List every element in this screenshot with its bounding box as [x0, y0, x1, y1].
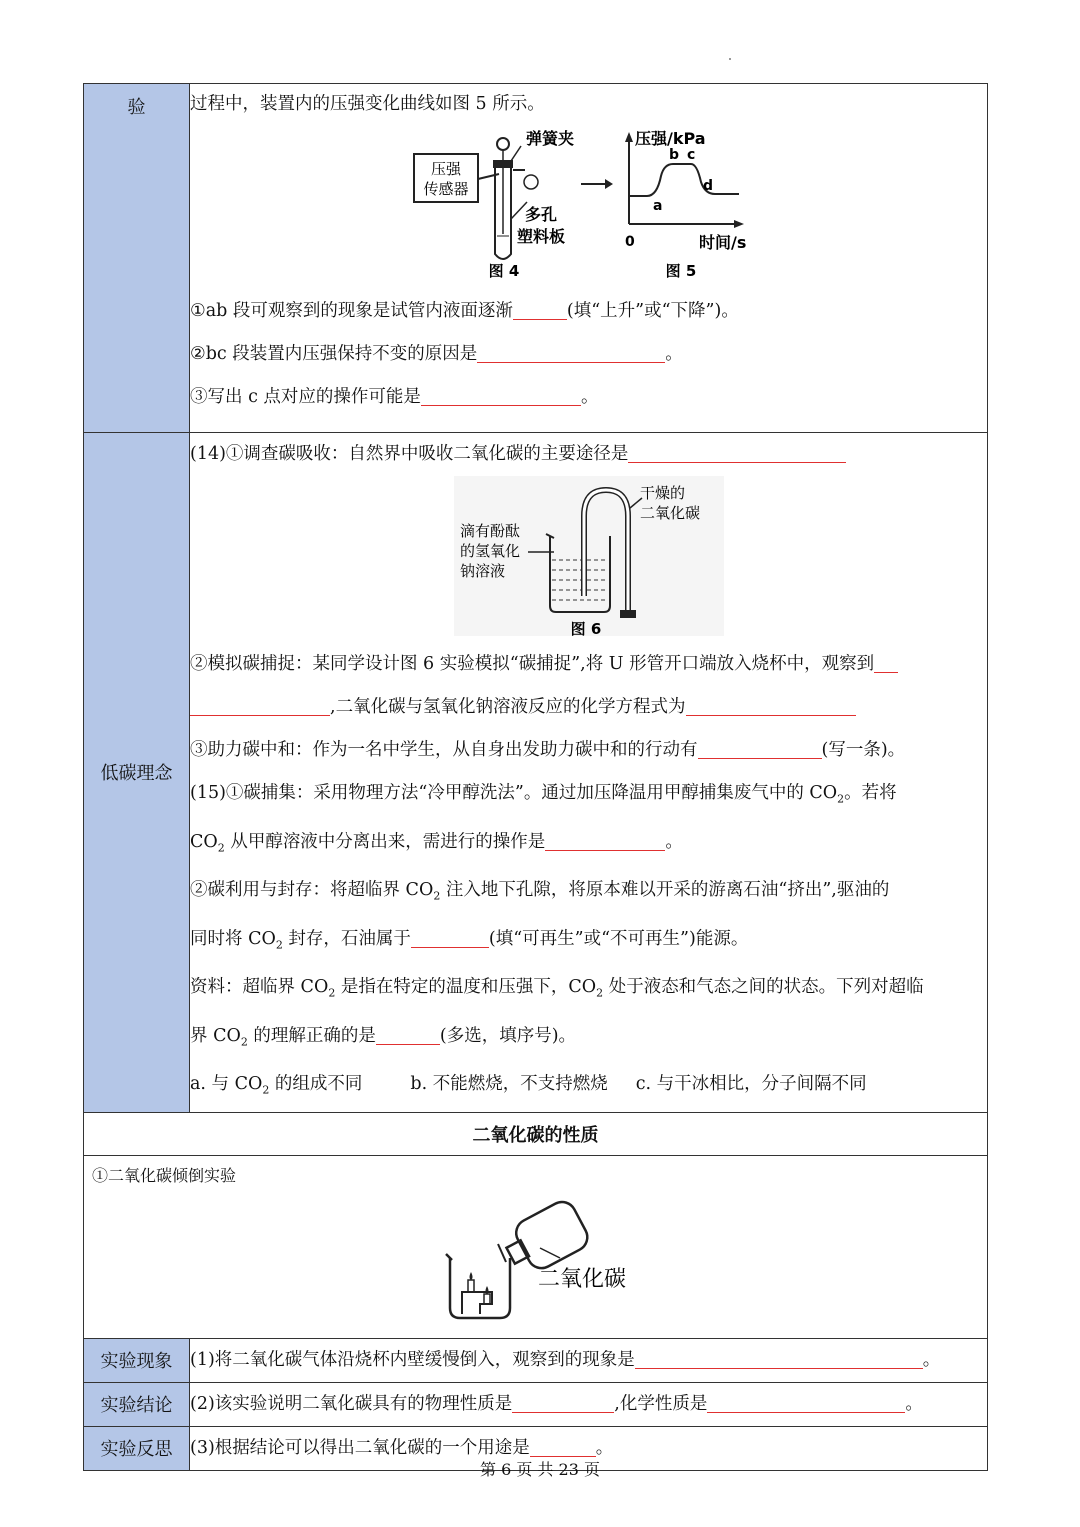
- answer-blank[interactable]: [376, 1020, 440, 1045]
- u-tube-cap: [620, 610, 636, 618]
- row-experiment: [84, 84, 988, 433]
- row-content-reflection: (3)根据结论可以得出二氧化碳的一个用途是 。: [190, 1426, 988, 1470]
- solution-label-2: 的氢氧化: [459, 542, 520, 560]
- answer-blank[interactable]: [545, 826, 665, 851]
- point-d: d: [702, 178, 713, 194]
- solution-label-3: 钠溶液: [459, 562, 505, 580]
- section-title: 二氧化碳的性质: [84, 1112, 988, 1155]
- x-axis-label: 时间/s: [698, 233, 746, 252]
- row-label-phenomenon: 实验现象: [84, 1338, 190, 1382]
- plate-label-2: 塑料板: [516, 227, 565, 246]
- row-label-reflection: 实验反思: [84, 1426, 190, 1470]
- option-a: a. 与 $CO_2$ 的组成不同: [190, 1074, 363, 1097]
- pour-stream: [498, 1244, 506, 1262]
- figure-4-5: [409, 124, 749, 290]
- option-b: b. 不能燃烧，不支持燃烧: [410, 1074, 608, 1094]
- figure-6: [454, 476, 724, 636]
- row-conclusion: [84, 1382, 988, 1426]
- answer-blank[interactable]: [628, 438, 846, 463]
- co2-pour-figure: [440, 1196, 640, 1326]
- row-content-conclusion: (2)该实验说明二氧化碳具有的物理性质是 ,化学性质是 。: [190, 1382, 988, 1426]
- row-phenomenon: [84, 1338, 988, 1382]
- figure-4-caption: 图 4: [488, 262, 519, 280]
- figure-6-caption: 图 6: [570, 620, 601, 636]
- sensor-label-2: 传感器: [422, 180, 469, 198]
- answer-blank[interactable]: [530, 1432, 596, 1457]
- question-ab: ①ab 段可观察到的现象是试管内液面逐渐 (填“上升”或“下降”)。: [190, 290, 987, 333]
- experiment-title: ①二氧化碳倾倒实验: [92, 1165, 237, 1185]
- row-label-low-carbon: [84, 433, 190, 1113]
- label-pointer: [540, 1248, 560, 1258]
- question-14-2b: ,二氧化碳与氢氧化钠溶液反应的化学方程式为: [190, 686, 987, 729]
- answer-blank[interactable]: [411, 923, 489, 948]
- pressure-curve: [629, 164, 739, 196]
- sensor-label-1: 压强: [430, 160, 461, 178]
- question-15-1b: $CO_2$ 从甲醇溶液中分离出来，需进行的操作是 。: [190, 821, 987, 870]
- question-14-1: (14)①调查碳吸收：自然界中吸收二氧化碳的主要途径是: [190, 433, 987, 476]
- answer-blank[interactable]: [190, 691, 330, 716]
- solution-label-1: 滴有酚酞: [459, 522, 520, 540]
- upper-flame-icon: [469, 1272, 472, 1280]
- answer-blank[interactable]: [512, 1388, 614, 1413]
- funnel-top: [497, 138, 509, 150]
- upper-candle-icon: [468, 1280, 474, 1292]
- row-content-experiment: [190, 84, 988, 433]
- figure-5: [625, 129, 746, 280]
- y-axis-arrow-icon: [625, 132, 633, 142]
- figure-5-caption: 图 5: [665, 262, 696, 280]
- stray-dot: [729, 58, 731, 60]
- worksheet-table: [83, 83, 988, 1471]
- porous-plate-icon: [524, 175, 538, 189]
- note-b: 界 $CO_2$ 的理解正确的是 (多选，填序号)。: [190, 1015, 987, 1064]
- row-low-carbon: [84, 433, 988, 1113]
- clamp-label: 弹簧夹: [525, 129, 574, 148]
- x-axis-arrow-icon: [734, 220, 744, 228]
- point-c: c: [686, 147, 695, 163]
- answer-blank[interactable]: [698, 734, 822, 759]
- question-15-1a: (15)①碳捕集：采用物理方法“冷甲醇洗法”。通过加压降温用甲醇捕集废气中的 $CO_2$。若将: [190, 783, 897, 806]
- answer-blank[interactable]: [477, 338, 665, 363]
- answer-blank[interactable]: [635, 1344, 923, 1369]
- answer-blank[interactable]: [874, 648, 898, 673]
- question-15-2b: 同时将 $CO_2$ 封存，石油属于 (填“可再生”或“不可再生”)能源。: [190, 918, 987, 967]
- row-label-conclusion: 实验结论: [84, 1382, 190, 1426]
- plate-label-1: 多孔: [524, 205, 557, 224]
- question-14-3: ③助力碳中和：作为一名中学生，从自身出发助力碳中和的行动有 (写一条)。: [190, 729, 987, 772]
- row-content-low-carbon: [190, 433, 988, 1113]
- answer-blank[interactable]: [421, 381, 581, 406]
- question-bc: ②bc 段装置内压强保持不变的原因是 。: [190, 333, 987, 376]
- y-axis-label: 压强/kPa: [634, 129, 706, 148]
- gas-label-2: 二氧化碳: [639, 504, 700, 522]
- option-c: c. 与干冰相比，分子间隔不同: [635, 1074, 867, 1094]
- question-14-2a: ②模拟碳捕捉：某同学设计图 6 实验模拟“碳捕捉”,将 U 形管开口端放入烧杯中，观察到: [190, 643, 987, 686]
- intro-text: 过程中，装置内的压强变化曲线如图 5 所示。: [190, 94, 545, 114]
- note-a: 资料：超临界 $CO_2$ 是指在特定的温度和压强下，$CO_2$ 处于液态和气态之间的状态。下列对超临: [190, 977, 924, 1000]
- pour-experiment-cell: [84, 1155, 988, 1338]
- origin-label: 0: [624, 234, 635, 250]
- clamp-pointer: [509, 146, 521, 164]
- arrow-icon: [581, 179, 613, 189]
- question-c: ③写出 c 点对应的操作可能是 。: [190, 376, 987, 419]
- lower-candle-icon: [484, 1294, 490, 1304]
- answer-blank[interactable]: [707, 1388, 905, 1413]
- answer-blank[interactable]: [686, 691, 856, 716]
- row-pour-experiment: [84, 1155, 988, 1338]
- lower-flame-icon: [485, 1286, 488, 1294]
- options: [190, 1063, 987, 1112]
- label-text: 验: [127, 97, 146, 118]
- point-a: a: [652, 198, 662, 214]
- row-content-phenomenon: (1)将二氧化碳气体沿烧杯内壁缓慢倒入，观察到的现象是 。: [190, 1338, 988, 1382]
- page-number: 第 6 页 共 23 页: [480, 1460, 600, 1479]
- co2-label: 二氧化碳: [537, 1266, 626, 1292]
- label-text: 低碳理念: [100, 763, 173, 785]
- answer-blank[interactable]: [513, 295, 567, 320]
- figure-4: [414, 129, 574, 280]
- gas-label-1: 干燥的: [639, 484, 685, 502]
- question-15-2a: ②碳利用与封存：将超临界 $CO_2$ 注入地下孔隙，将原本难以开采的游离石油“挤出”,驱油的: [190, 880, 890, 903]
- row-section-title: [84, 1112, 988, 1155]
- point-b: b: [668, 147, 679, 163]
- step-stand: [462, 1292, 492, 1314]
